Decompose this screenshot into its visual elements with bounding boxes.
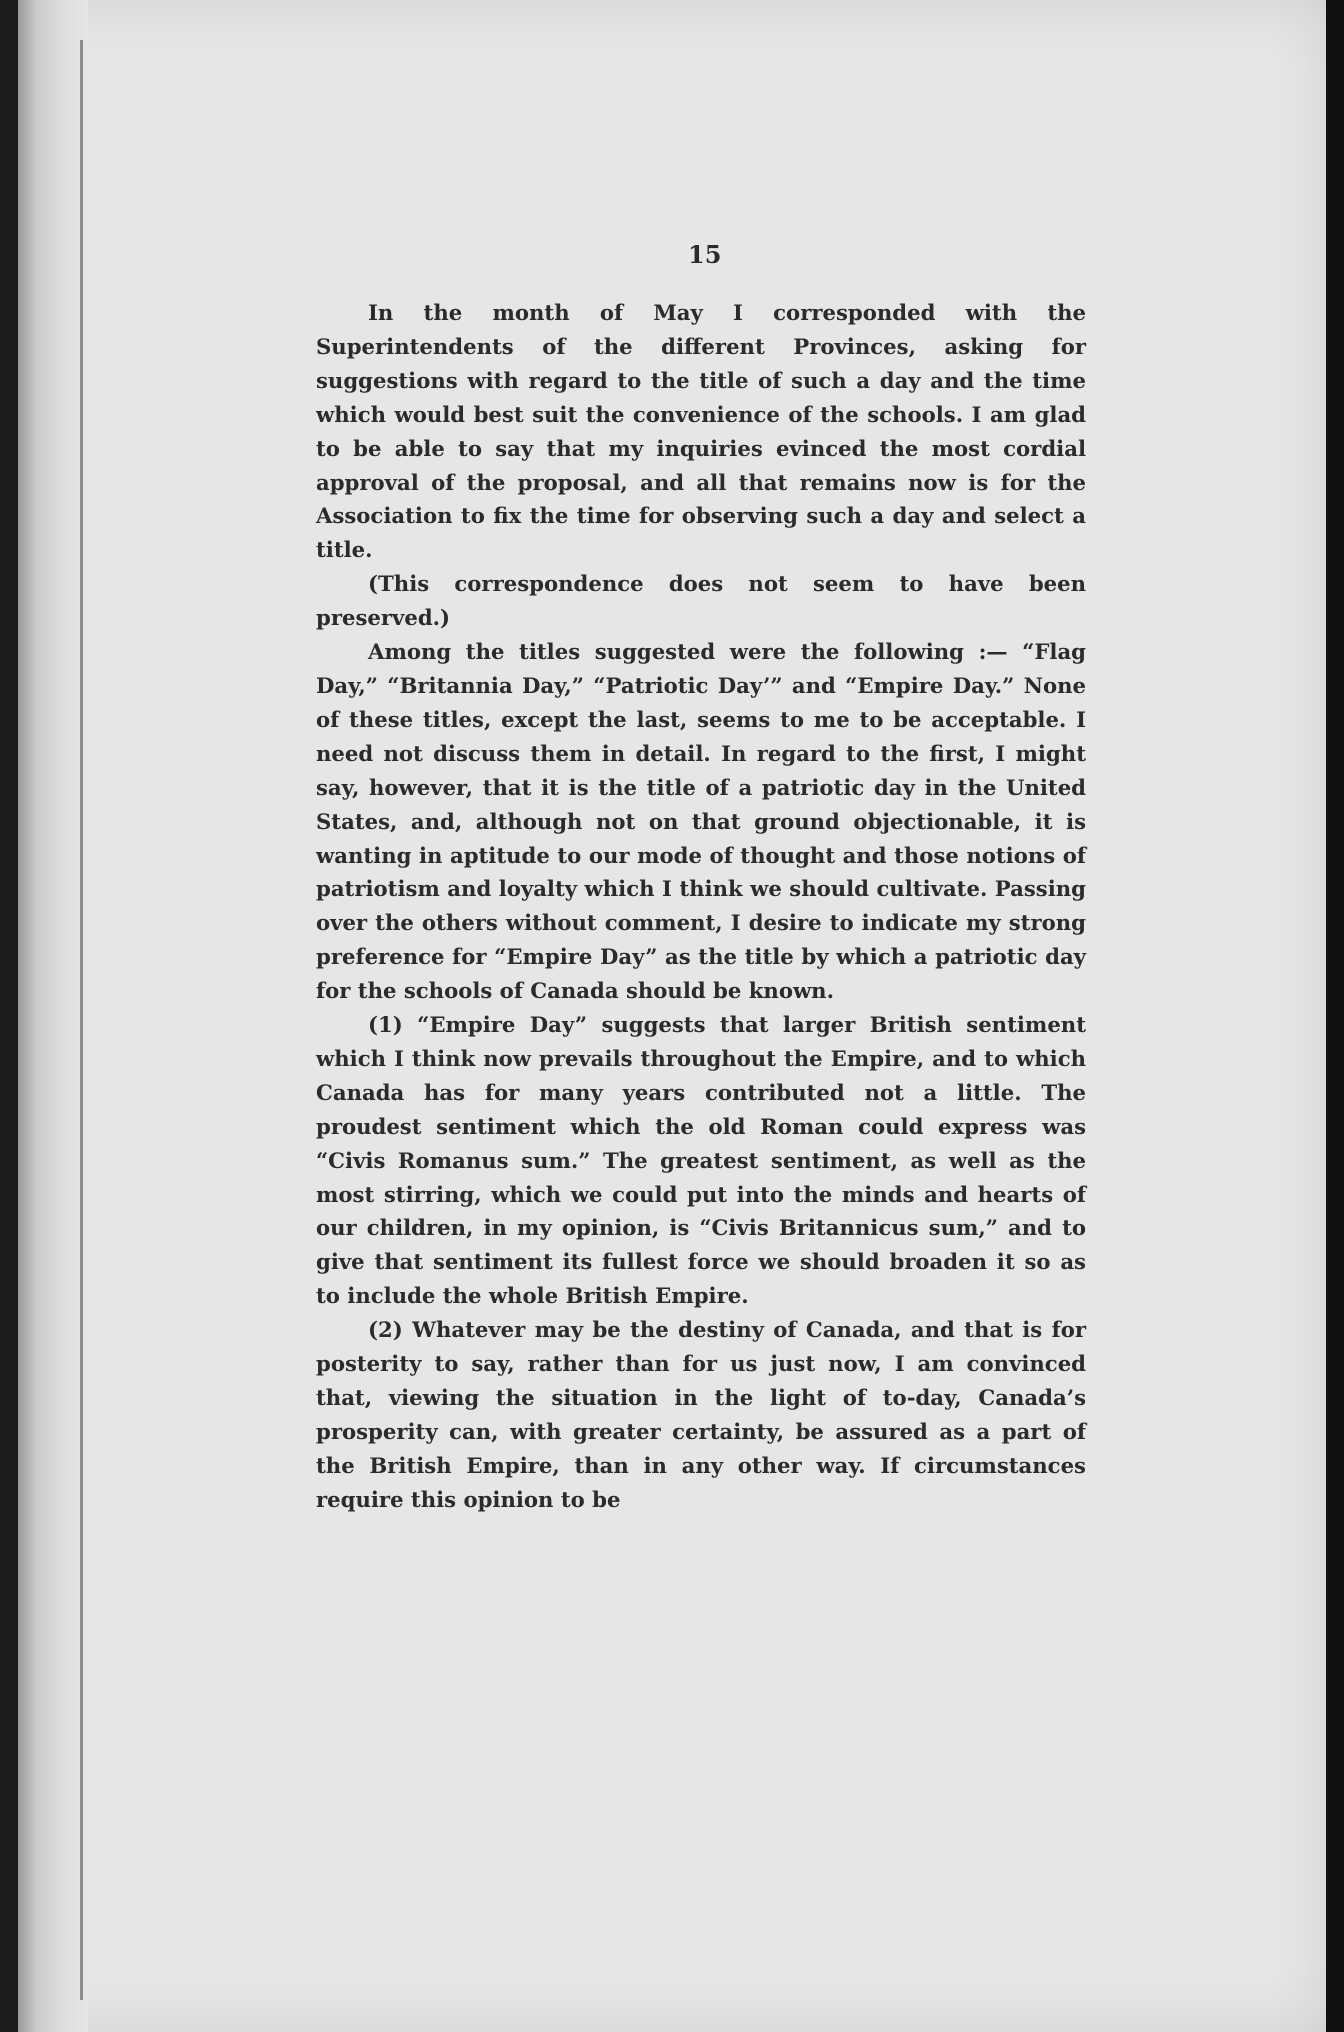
scan-border bbox=[1326, 0, 1344, 2032]
book-gutter bbox=[18, 0, 88, 2032]
book-page bbox=[18, 0, 1326, 2032]
paragraph-1: In the month of May I corresponded with the Superintendents of the different Provinces, asking for suggestions with regard to the title of such a day and the time which would best suit the convenience of the schools. I am glad to be able to say that my inquiries evinced the most cordial approval of the proposal, and all that remains now is for the Association to fix the time for observing such a day and select a title. bbox=[316, 300, 1086, 563]
paragraph-3: Among the titles suggested were the following :— “Flag Day,” “Britannia Day,” “Patriotic Day’” and “Empire Day.” None of these titles, except the last, seems to me to be acceptable. I need not discuss them in detail. In regard to the first, I might say, however, that it is the title of a patriotic day in the United States, and, although not on that ground objectionable, it is wanting in aptitude to our mode of thought and those notions of patriotism and loyalty which I think we should cultivate. Passing over the others without comment, I desire to indicate my strong preference for “Empire Day” as the title by which a patriotic day for the schools of Canada should be known. bbox=[316, 639, 1086, 1004]
binding-edge bbox=[80, 40, 83, 2000]
paragraph-2: (This correspondence does not seem to have been preserved.) bbox=[316, 571, 1086, 631]
page-number: 15 bbox=[688, 240, 722, 269]
paragraph-4: (1) “Empire Day” suggests that larger British sentiment which I think now prevails throughout the Empire, and to which Canada has for many years contributed not a little. The proudest sentiment which the old Roman could express was “Civis Romanus sum.” The greatest sentiment, as well as the most stirring, which we could put into the minds and hearts of our children, in my opinion, is “Civis Britannicus sum,” and to give that sentiment its fullest force we should broaden it so as to include the whole British Empire. bbox=[316, 1012, 1086, 1309]
body-text bbox=[316, 296, 1086, 1517]
paragraph-5: (2) Whatever may be the destiny of Canada, and that is for posterity to say, rather than for us just now, I am convinced that, viewing the situation in the light of to-day, Canada’s prosperity can, with greater certainty, be assured as a part of the British Empire, than in any other way. If circumstances require this opinion to be bbox=[316, 1317, 1086, 1512]
